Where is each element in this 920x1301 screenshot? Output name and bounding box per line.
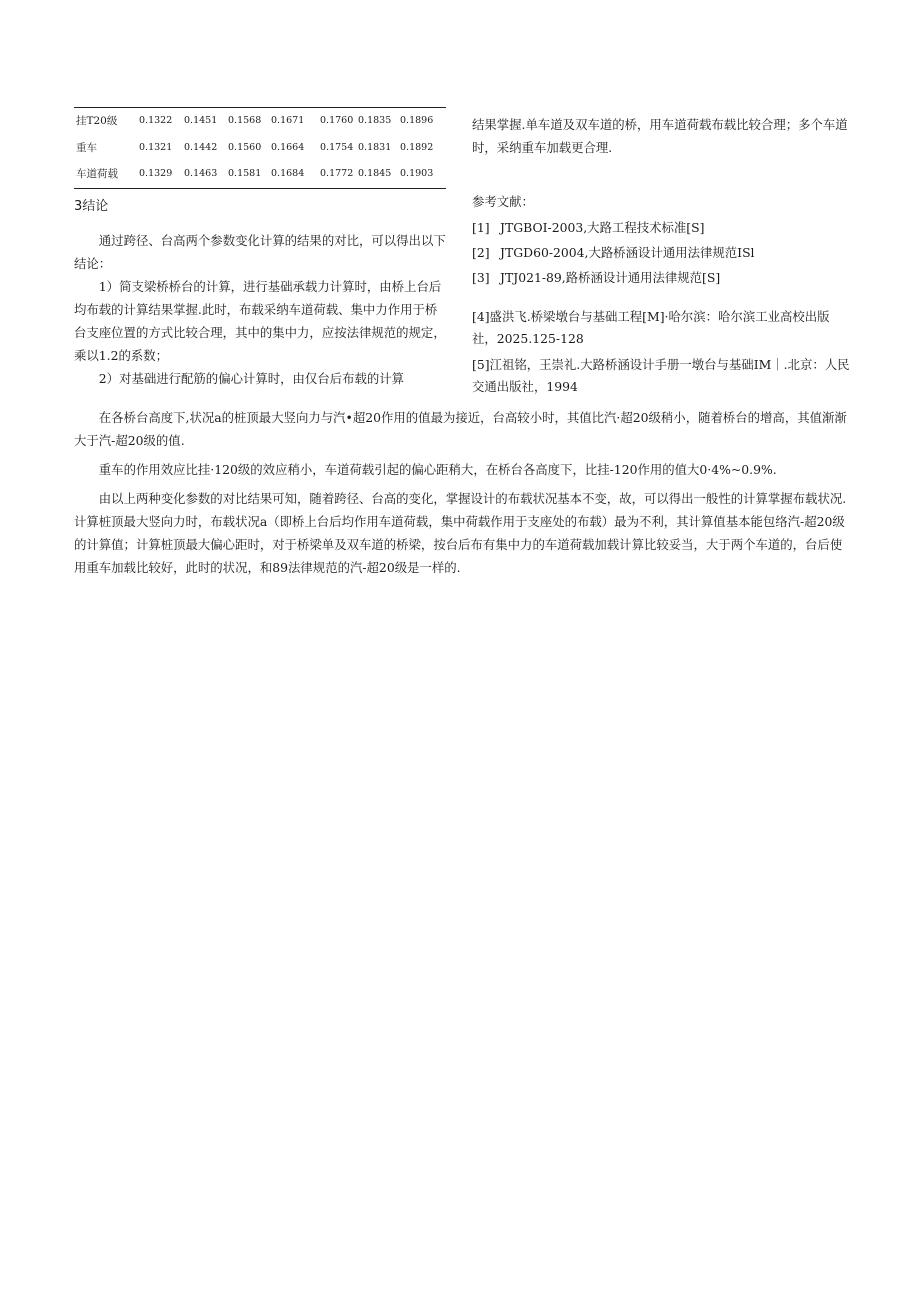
reference-text: JTGBOI-2003,大路工程技术标准[S] xyxy=(500,220,705,235)
table-cell: 0.1671 xyxy=(271,115,305,126)
left-column xyxy=(74,229,446,390)
table-row xyxy=(74,108,446,135)
results-table xyxy=(74,107,446,189)
table-cell: 0.1896 xyxy=(400,115,434,126)
row-label: 挂T20级 xyxy=(76,115,118,127)
table-cell: 0.1892 xyxy=(400,141,434,153)
paragraph: 结果掌握.单车道及双车道的桥，用车道荷载布载比较合理；多个车道时，采纳重车加载更合理. xyxy=(472,117,848,155)
table-cell: 0.1463 xyxy=(184,168,218,180)
table-cell: 0.1903 xyxy=(400,168,434,180)
reference-item: [4]盛洪飞.桥梁墩台与基础工程[M]·哈尔滨：哈尔滨工业高校出版社，2025.125-128 xyxy=(472,309,830,346)
row-label: 重车 xyxy=(76,141,97,154)
table-cell: 0.1772 xyxy=(320,168,354,180)
reference-item: [5]江祖铭，王崇礼.大路桥涵设计手册一墩台与基础IM｜.北京：人民交通出版社，1994 xyxy=(472,357,850,394)
reference-list-cont xyxy=(472,306,852,398)
references-title: 参考文献： xyxy=(472,194,534,209)
paragraph: 由以上两种变化参数的对比结果可知，随着跨径、台高的变化，掌握设计的布载状况基本不变，故，可以得出一般性的计算掌握布载状况.计算桩顶最大竖向力时，布载状况a（即桥上台后均作用车道荷载，集中荷载作用于支座处的布载）最为不利，其计算值基本能包络汽-超20级的计算值；计算桩顶最大偏心距时，对于桥梁单及双车道的桥梁，按台后布有集中力的车道荷载加载计算比较妥当，大于两个车道的，台后使用重车加载比较好，此时的状况，和89法律规范的汽-超20级是一样的. xyxy=(74,491,847,575)
paragraph: 2）对基础进行配筋的偏心计算时，由仅台后布载的计算 xyxy=(98,371,405,386)
table-cell: 0.1760 xyxy=(320,115,354,126)
right-column xyxy=(472,113,852,159)
reference-number: [1] xyxy=(472,220,490,235)
table-cell: 0.1831 xyxy=(358,141,392,153)
references-list xyxy=(472,217,852,292)
table-cell: 0.1664 xyxy=(271,141,305,153)
table-cell: 0.1581 xyxy=(228,168,262,180)
table-cell: 0.1754 xyxy=(320,141,354,153)
table-cell: 0.1835 xyxy=(358,115,392,126)
table-row xyxy=(74,161,446,188)
table-cell: 0.1322 xyxy=(139,115,173,126)
table-cell: 0.1845 xyxy=(358,168,392,180)
table-cell: 0.1684 xyxy=(271,168,305,180)
reference-item xyxy=(472,217,852,242)
reference-number: [3] xyxy=(472,270,490,285)
table-row xyxy=(74,135,446,162)
table-cell: 0.1329 xyxy=(139,168,173,180)
reference-item xyxy=(472,267,852,292)
paragraph: 重车的作用效应比挂·120级的效应稍小，车道荷载引起的偏心距稍大，在桥台各高度下，比挂-120作用的值大0·4%~0.9%. xyxy=(98,462,777,477)
paragraph: 在各桥台高度下,状况a的桩顶最大竖向力与汽•超20作用的值最为接近，台高较小时，其值比汽·超20级稍小，随着桥台的增高，其值渐渐大于汽-超20级的值. xyxy=(74,410,847,448)
table-cell: 0.1321 xyxy=(139,141,173,153)
reference-text: JTJ021-89,路桥涵设计通用法律规范[S] xyxy=(500,270,721,285)
reference-text: JTGD60-2004,大路桥涵设计通用法律规范ISl xyxy=(500,245,755,260)
table-cell: 0.1560 xyxy=(228,141,262,153)
paragraph: 通过跨径、台高两个参数变化计算的结果的对比，可以得出以下结论： xyxy=(74,233,446,271)
section-heading: 3结论 xyxy=(74,199,109,214)
table-cell: 0.1451 xyxy=(184,115,218,126)
row-label: 车道荷载 xyxy=(76,168,118,181)
reference-number: [2] xyxy=(472,245,490,260)
table-cell: 0.1568 xyxy=(228,115,262,126)
reference-item xyxy=(472,242,852,267)
full-width-text xyxy=(74,406,849,579)
table-cell: 0.1442 xyxy=(184,141,218,153)
paragraph: 1）简支梁桥桥台的计算，进行基础承载力计算时，由桥上台后均布载的计算结果掌握.此时，布载采纳车道荷载、集中力作用于桥台支座位置的方式比较合理，其中的集中力，应按法律规范的规定，乘以1.2的系数； xyxy=(74,279,446,363)
